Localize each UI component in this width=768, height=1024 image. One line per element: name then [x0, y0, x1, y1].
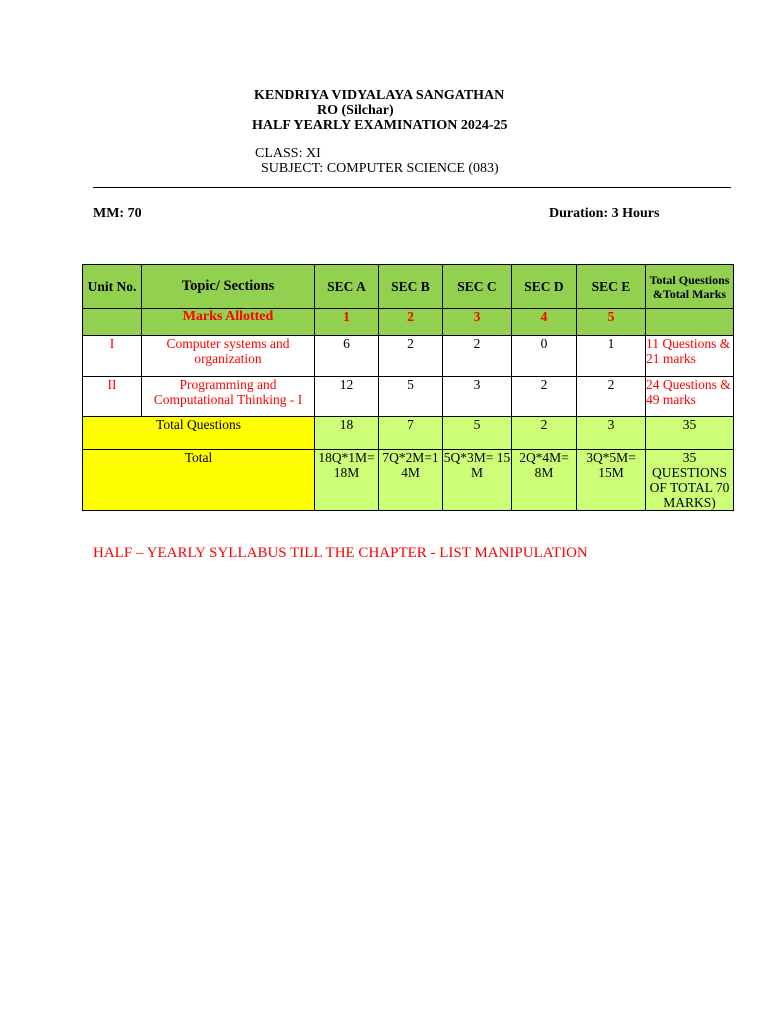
sec-d-cell: 2 [512, 377, 577, 417]
marks-b: 2 [379, 309, 443, 336]
sec-c-cell: 3 [443, 377, 512, 417]
total-d: 2Q*4M= 8M [512, 450, 577, 511]
tq-d: 2 [512, 417, 577, 450]
subject-label: SUBJECT: COMPUTER SCIENCE (083) [261, 161, 499, 176]
marks-d: 4 [512, 309, 577, 336]
org-title: KENDRIYA VIDYALAYA SANGATHAN [254, 88, 505, 103]
header-row [83, 265, 734, 309]
topic-cell: Programming and Computational Thinking - I [142, 377, 315, 417]
sec-d-cell: 0 [512, 336, 577, 377]
duration: Duration: 3 Hours [549, 206, 660, 221]
total-questions-row [83, 417, 734, 450]
sec-a-cell: 12 [315, 377, 379, 417]
marks-total-empty [646, 309, 734, 336]
total-label: Total [83, 450, 315, 511]
table-row [83, 336, 734, 377]
sec-b-cell: 5 [379, 377, 443, 417]
topic-cell: Computer systems and organization [142, 336, 315, 377]
header-unit: Unit No. [83, 265, 142, 309]
tq-b: 7 [379, 417, 443, 450]
region-title: RO (Silchar) [317, 103, 394, 118]
unit-cell: II [83, 377, 142, 417]
class-label: CLASS: XI [255, 146, 321, 161]
blueprint-table [82, 264, 734, 511]
total-b: 7Q*2M=1 4M [379, 450, 443, 511]
header-sec-c: SEC C [443, 265, 512, 309]
exam-title: HALF YEARLY EXAMINATION 2024-25 [252, 118, 508, 133]
total-c: 5Q*3M= 15 M [443, 450, 512, 511]
tq-e: 3 [577, 417, 646, 450]
total-a: 18Q*1M= 18M [315, 450, 379, 511]
divider [93, 187, 731, 188]
tq-a: 18 [315, 417, 379, 450]
tq-total: 35 [646, 417, 734, 450]
marks-empty-cell [83, 309, 142, 336]
sec-a-cell: 6 [315, 336, 379, 377]
header-topic: Topic/ Sections [142, 265, 315, 309]
header-sec-d: SEC D [512, 265, 577, 309]
header-total: Total Questions &Total Marks [646, 265, 734, 309]
sec-e-cell: 1 [577, 336, 646, 377]
sec-e-cell: 2 [577, 377, 646, 417]
total-cell: 24 Questions & 49 marks [646, 377, 734, 417]
total-row [83, 450, 734, 511]
total-questions-label: Total Questions [83, 417, 315, 450]
marks-a: 1 [315, 309, 379, 336]
max-marks: MM: 70 [93, 206, 142, 221]
marks-c: 3 [443, 309, 512, 336]
header-sec-e: SEC E [577, 265, 646, 309]
unit-cell: I [83, 336, 142, 377]
marks-label: Marks Allotted [142, 309, 315, 336]
total-e: 3Q*5M= 15M [577, 450, 646, 511]
marks-row [83, 309, 734, 336]
total-overall: 35 QUESTIONS OF TOTAL 70 MARKS) [646, 450, 734, 511]
sec-c-cell: 2 [443, 336, 512, 377]
sec-b-cell: 2 [379, 336, 443, 377]
syllabus-note: HALF – YEARLY SYLLABUS TILL THE CHAPTER - LIST MANIPULATION [93, 545, 588, 561]
total-cell: 11 Questions & 21 marks [646, 336, 734, 377]
header-sec-a: SEC A [315, 265, 379, 309]
marks-e: 5 [577, 309, 646, 336]
tq-c: 5 [443, 417, 512, 450]
table-row [83, 377, 734, 417]
header-sec-b: SEC B [379, 265, 443, 309]
